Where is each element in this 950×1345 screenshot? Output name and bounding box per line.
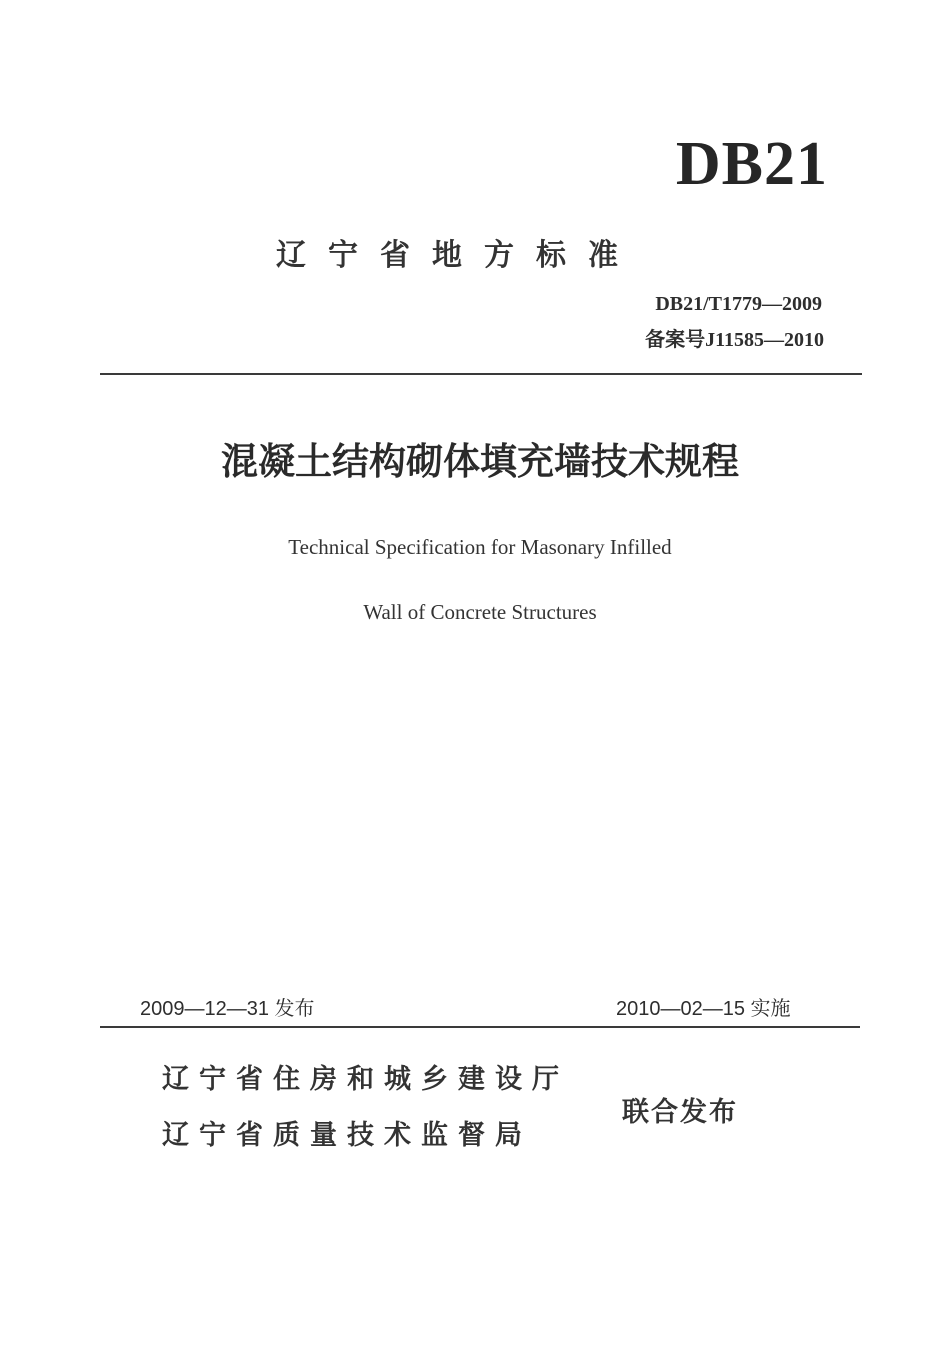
document-title-english-line2: Wall of Concrete Structures	[363, 600, 597, 624]
standard-number: DB21/T1779—2009	[655, 293, 822, 315]
filing-number: 备案号J11585—2010	[645, 329, 824, 351]
bottom-divider	[100, 1026, 860, 1028]
issuer-quality-bureau: 辽宁省质量技术监督局	[162, 1120, 532, 1151]
joint-release-label: 联合发布	[622, 1097, 738, 1128]
issuer-housing-department: 辽宁省住房和城乡建设厅	[162, 1064, 569, 1095]
document-title-chinese: 混凝土结构砌体填充墙技术规程	[221, 439, 739, 483]
top-divider	[100, 373, 862, 375]
document-title-english-line1: Technical Specification for Masonary Infilled	[288, 535, 672, 559]
standard-code: DB21	[675, 130, 828, 198]
standard-type: 辽宁省地方标准	[276, 238, 640, 273]
effective-date: 2010—02—15 实施	[616, 998, 791, 1020]
issue-date: 2009—12—31 发布	[140, 998, 315, 1020]
